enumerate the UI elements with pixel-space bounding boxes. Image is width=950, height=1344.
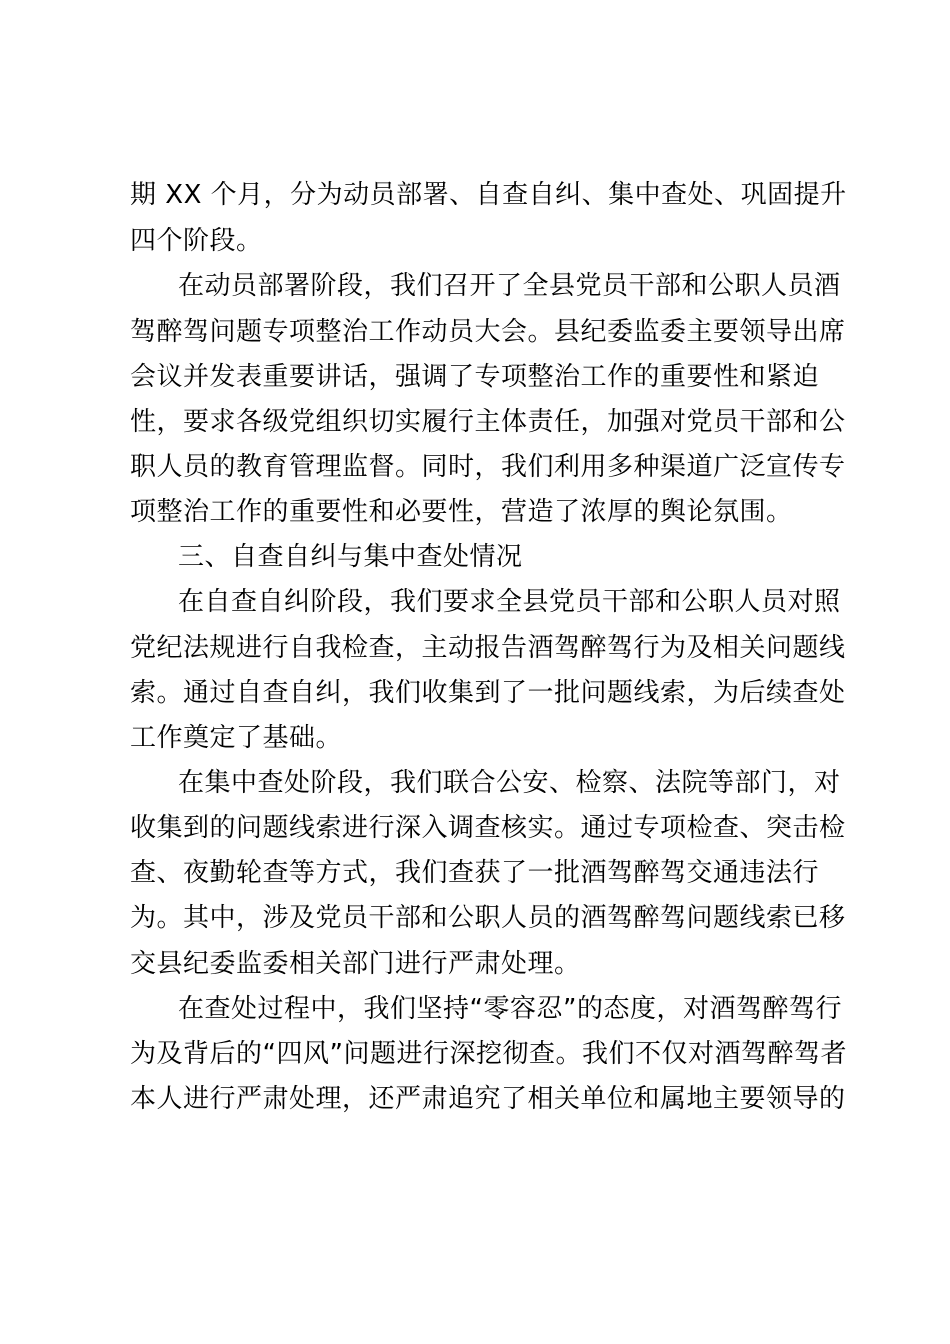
paragraph-line: 交县纪委监委相关部门进行严肃处理。 — [130, 949, 581, 979]
paragraph-line: 职人员的教育管理监督。同时，我们利用多种渠道广泛宣传专 — [130, 452, 846, 482]
paragraph-line: 会议并发表重要讲话，强调了专项整治工作的重要性和紧迫 — [130, 362, 820, 392]
paragraph-line: 驾醉驾问题专项整治工作动员大会。县纪委监委主要领导出席 — [130, 317, 846, 347]
section-heading: 三、自查自纠与集中查处情况 — [178, 542, 523, 572]
paragraph-line: 在查处过程中，我们坚持“零容忍”的态度，对酒驾醉驾行 — [178, 994, 842, 1024]
paragraph-line: 在动员部署阶段，我们召开了全县党员干部和公职人员酒 — [178, 271, 841, 301]
paragraph-line: 工作奠定了基础。 — [130, 723, 343, 753]
paragraph-line: 性，要求各级党组织切实履行主体责任，加强对党员干部和公 — [130, 407, 846, 437]
paragraph-line: 四个阶段。 — [130, 226, 263, 256]
paragraph-line: 为。其中，涉及党员干部和公职人员的酒驾醉驾问题线索已移 — [130, 903, 846, 933]
paragraph-line: 期 XX 个月，分为动员部署、自查自纠、集中查处、巩固提升 — [130, 180, 847, 210]
paragraph-line: 本人进行严肃处理，还严肃追究了相关单位和属地主要领导的 — [130, 1084, 846, 1114]
paragraph-line: 查、夜勤轮查等方式，我们查获了一批酒驾醉驾交通违法行 — [130, 858, 820, 888]
paragraph-line: 党纪法规进行自我检查，主动报告酒驾醉驾行为及相关问题线 — [130, 633, 846, 663]
paragraph-line: 在自查自纠阶段，我们要求全县党员干部和公职人员对照 — [178, 587, 841, 617]
paragraph-line: 索。通过自查自纠，我们收集到了一批问题线索，为后续查处 — [130, 678, 846, 708]
paragraph-line: 收集到的问题线索进行深入调查核实。通过专项检查、突击检 — [130, 813, 846, 843]
paragraph-line: 在集中查处阶段，我们联合公安、检察、法院等部门，对 — [178, 768, 841, 798]
paragraph-line: 为及背后的“四风”问题进行深挖彻查。我们不仅对酒驾醉驾者 — [130, 1039, 847, 1069]
paragraph-line: 项整治工作的重要性和必要性，营造了浓厚的舆论氛围。 — [130, 497, 793, 527]
